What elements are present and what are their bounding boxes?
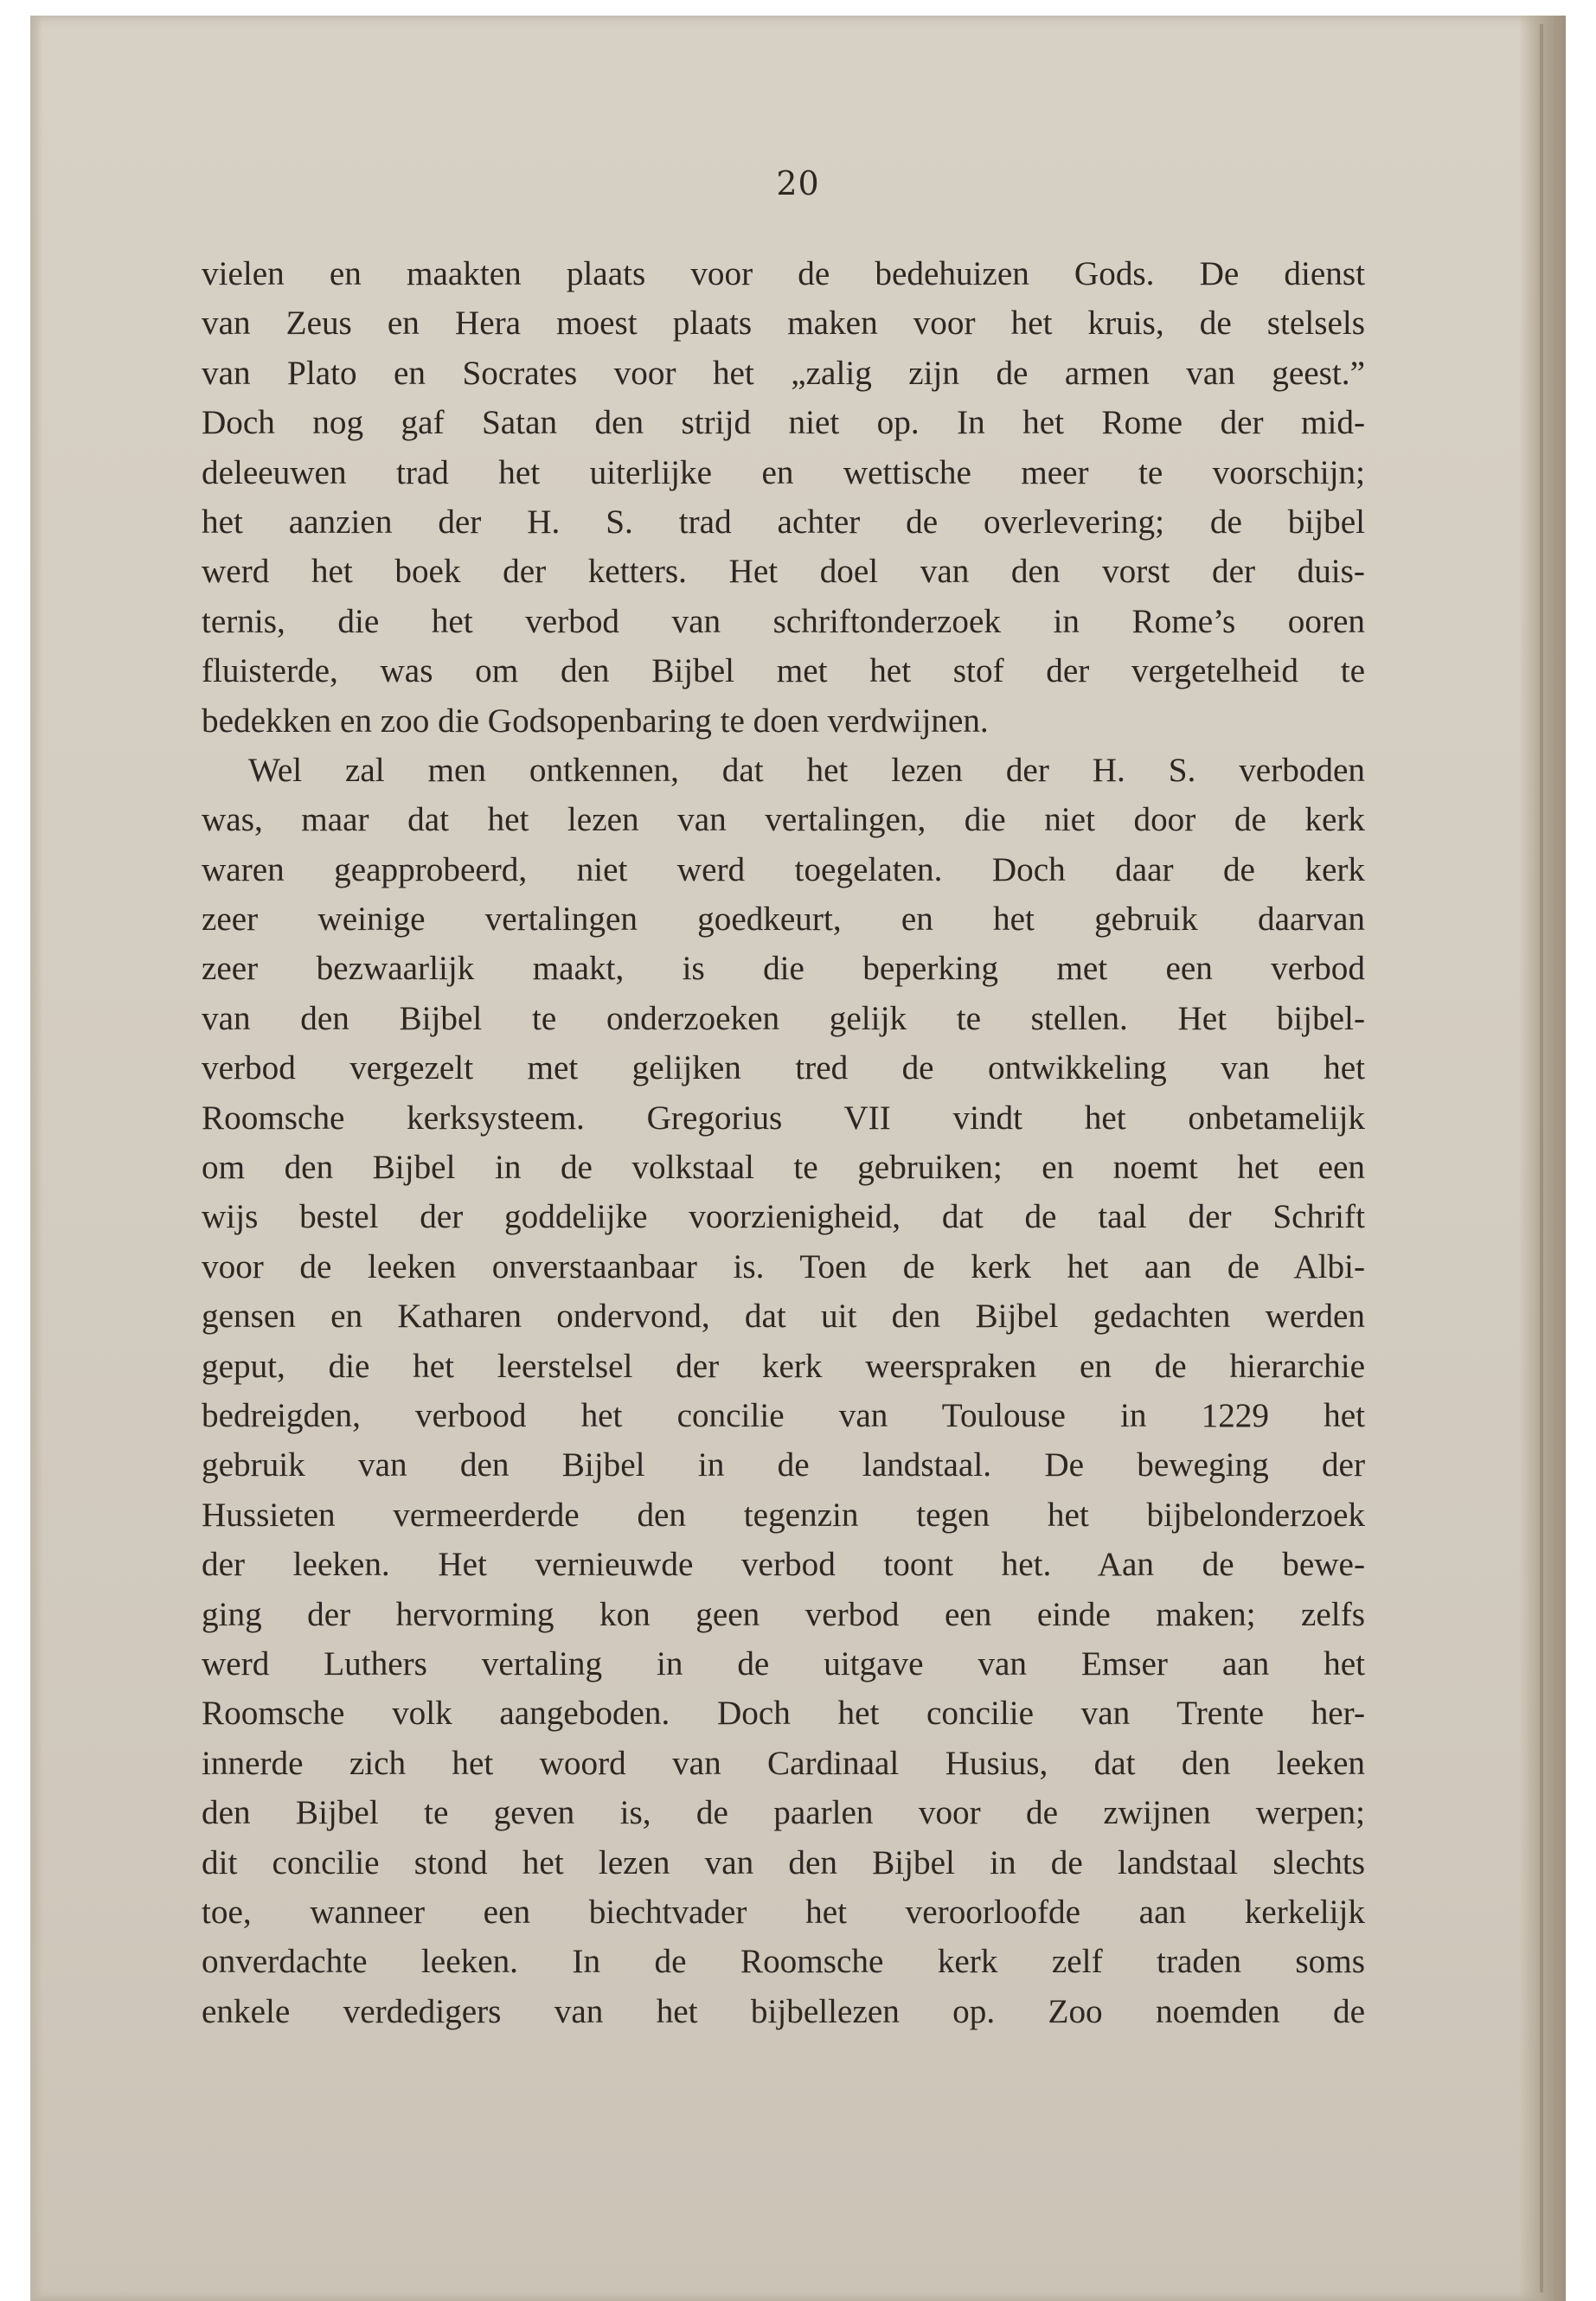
text-line: Hussieten vermeerderde den tegenzin tegen het bijbelonderzoek [202,1496,1365,1534]
text-line: deleeuwen trad het uiterlijke en wettische meer te voorschijn; [202,453,1365,491]
text-line: van Plato en Socrates voor het „zalig zijn de armen van geest.” [202,354,1365,392]
text-line: ternis, die het verbod van schriftonderzoek in Rome’s ooren [202,602,1365,640]
text-line: ging der hervorming kon geen verbod een einde maken; zelfs [202,1595,1365,1633]
text-line: vielen en maakten plaats voor de bedehuizen Gods. De dienst [202,255,1365,292]
text-line: waren geapprobeerd, niet werd toegelaten. Doch daar de kerk [202,850,1365,888]
text-line: innerde zich het woord van Cardinaal Husius, dat den leeken [202,1744,1365,1782]
text-line: fluisterde, was om den Bijbel met het stof der vergetelheid te [202,652,1365,690]
binding-gutter-line [1540,24,1543,2292]
paragraph-end-line: bedekken en zoo die Godsopenbaring te doen verdwijnen. [202,702,989,740]
text-line: werd het boek der ketters. Het doel van den vorst der duis- [202,553,1365,591]
paragraph-start-line: Wel zal men ontkennen, dat het lezen der H. S. verboden [248,751,1365,789]
text-line: toe, wanneer een biechtvader het veroorloofde aan kerkelijk [202,1893,1365,1931]
text-line: Doch nog gaf Satan den strijd niet op. In het Rome der mid- [202,404,1365,442]
text-line: geput, die het leerstelsel der kerk weerspraken en de hierarchie [202,1347,1365,1385]
text-line: Roomsche volk aangeboden. Doch het concilie van Trente her- [202,1695,1365,1733]
page-left-edge-shadow [30,16,42,2301]
text-line: bedreigden, verbood het concilie van Toulouse in 1229 het [202,1396,1365,1434]
text-line: gebruik van den Bijbel in de landstaal. De beweging der [202,1446,1365,1484]
text-line: dit concilie stond het lezen van den Bijbel in de landstaal slechts [202,1843,1365,1881]
book-page [30,16,1566,2301]
text-line: der leeken. Het vernieuwde verbod toont het. Aan de bewe- [202,1546,1365,1584]
page-number: 20 [776,164,820,202]
text-line: werd Luthers vertaling in de uitgave van Emser aan het [202,1644,1365,1682]
text-line: den Bijbel te geven is, de paarlen voor de zwijnen werpen; [202,1794,1365,1832]
text-line: was, maar dat het lezen van vertalingen, die niet door de kerk [202,801,1365,839]
text-line: wijs bestel der goddelijke voorzienigheid, dat de taal der Schrift [202,1198,1365,1236]
text-line: om den Bijbel in de volkstaal te gebruiken; en noemt het een [202,1149,1365,1187]
text-line: Roomsche kerksysteem. Gregorius VII vindt het onbetamelijk [202,1099,1365,1137]
text-line: enkele verdedigers van het bijbellezen op. Zoo noemden de [202,1992,1365,2030]
text-line: van Zeus en Hera moest plaats maken voor het kruis, de stelsels [202,304,1365,343]
text-line: van den Bijbel te onderzoeken gelijk te stellen. Het bijbel- [202,999,1365,1037]
text-line: zeer bezwaarlijk maakt, is die beperking met een verbod [202,950,1365,988]
body-text [202,249,1365,2036]
text-line: verbod vergezelt met gelijken tred de ontwikkeling van het [202,1049,1365,1087]
text-line: zeer weinige vertalingen goedkeurt, en het gebruik daarvan [202,901,1365,939]
text-line: gensen en Katharen ondervond, dat uit den Bijbel gedachten werden [202,1298,1365,1336]
text-line: het aanzien der H. S. trad achter de overlevering; de bijbel [202,503,1365,541]
text-line: onverdachte leeken. In de Roomsche kerk zelf traden soms [202,1943,1365,1981]
text-line: voor de leeken onverstaanbaar is. Toen de kerk het aan de Albi- [202,1247,1365,1285]
